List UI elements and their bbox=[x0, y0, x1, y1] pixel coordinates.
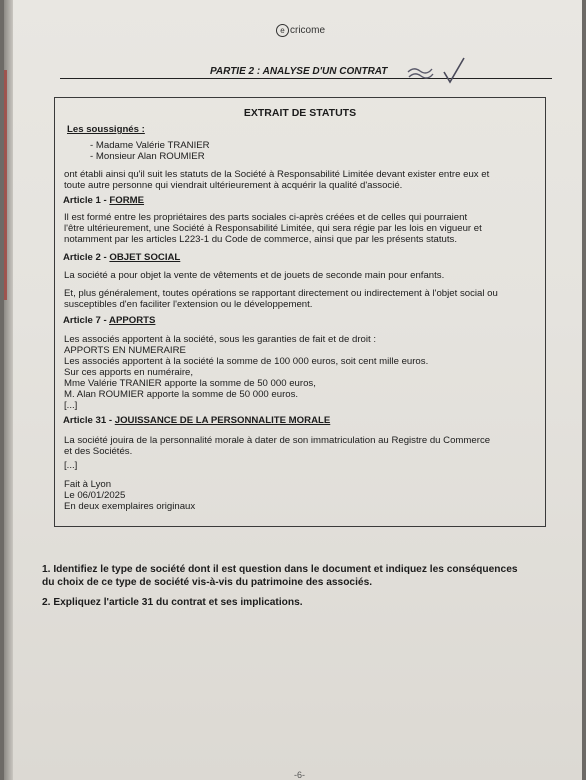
article-name: APPORTS bbox=[109, 315, 156, 326]
article-number: Article 2 - bbox=[63, 252, 110, 263]
question-1-line: 1. Identifiez le type de société dont il est question dans le document et indiquez les conséquences bbox=[42, 564, 518, 575]
handwritten-check-mark bbox=[406, 56, 470, 84]
article-7-line: [...] bbox=[64, 400, 78, 411]
article-number: Article 1 - bbox=[63, 195, 110, 206]
article-1-line: notamment par les articles L223-1 du Code de commerce, ainsi que par les présents statuts. bbox=[64, 234, 458, 245]
statutes-extract-box bbox=[54, 97, 546, 527]
article-31-line: La société jouira de la personnalité morale à dater de son immatriculation au Registre du Commerce bbox=[64, 435, 491, 446]
article-number: Article 31 - bbox=[63, 415, 115, 426]
article-number: Article 7 - bbox=[63, 315, 110, 326]
article-2-line: Et, plus généralement, toutes opérations se rapportant directement ou indirectement à l'objet social ou bbox=[64, 288, 498, 299]
article-name: OBJET SOCIAL bbox=[109, 252, 181, 263]
title-underline bbox=[60, 78, 552, 79]
article-7-line: Les associés apportent à la société, sous les garanties de fait et de droit : bbox=[64, 334, 376, 345]
intro-line: toute autre personne qui viendrait ultérieurement à acquérir la qualité d'associé. bbox=[64, 180, 403, 191]
article-7-line: Mme Valérie TRANIER apporte la somme de 50 000 euros, bbox=[64, 378, 316, 389]
part-title: PARTIE 2 : ANALYSE D'UN CONTRAT bbox=[210, 66, 388, 77]
article-1-line: l'être ultérieurement, une Société à Responsabilité Limitée, qui sera régie par les lois en vigueur et bbox=[64, 223, 482, 234]
article-7-line: APPORTS EN NUMERAIRE bbox=[64, 345, 186, 356]
closing-line: Le 06/01/2025 bbox=[64, 490, 126, 501]
article-31-line: et des Sociétés. bbox=[64, 446, 133, 457]
question-1-line: du choix de ce type de société vis-à-vis du patrimoine des associés. bbox=[42, 577, 373, 588]
article-2-heading bbox=[63, 252, 180, 263]
article-1-heading bbox=[63, 195, 144, 206]
page-number: -6- bbox=[294, 770, 305, 780]
document-page bbox=[4, 0, 582, 780]
cover-edge bbox=[4, 70, 7, 300]
signatory-item: - Monsieur Alan ROUMIER bbox=[90, 151, 205, 162]
article-7-line: Sur ces apports en numéraire, bbox=[64, 367, 194, 378]
brand-logo bbox=[276, 24, 325, 37]
signatory-item: - Madame Valérie TRANIER bbox=[90, 140, 210, 151]
article-31-heading bbox=[63, 415, 330, 426]
article-31-line: [...] bbox=[64, 460, 78, 471]
closing-line: En deux exemplaires originaux bbox=[64, 501, 196, 512]
article-2-line: La société a pour objet la vente de vêtements et de jouets de seconde main pour enfants. bbox=[64, 270, 445, 281]
intro-line: ont établi ainsi qu'il suit les statuts de la Société à Responsabilité Limitée devant exister entre eux et bbox=[64, 169, 490, 180]
soussignes-heading: Les soussignés : bbox=[67, 124, 145, 135]
article-2-line: susceptibles d'en faciliter l'extension ou le développement. bbox=[64, 299, 313, 310]
closing-line: Fait à Lyon bbox=[64, 479, 112, 490]
article-7-heading bbox=[63, 315, 155, 326]
article-name: FORME bbox=[109, 195, 145, 206]
question-2: 2. Expliquez l'article 31 du contrat et ses implications. bbox=[42, 597, 303, 608]
article-1-line: Il est formé entre les propriétaires des parts sociales ci-après créées et de celles qui pourraient bbox=[64, 212, 468, 223]
brand-e-icon: e bbox=[276, 24, 289, 37]
article-name: JOUISSANCE DE LA PERSONNALITE MORALE bbox=[114, 415, 331, 426]
article-7-line: M. Alan ROUMIER apporte la somme de 50 000 euros. bbox=[64, 389, 299, 400]
extract-title: EXTRAIT DE STATUTS bbox=[243, 107, 357, 119]
brand-name: cricome bbox=[290, 25, 326, 36]
article-7-line: Les associés apportent à la société la somme de 100 000 euros, soit cent mille euros. bbox=[64, 356, 429, 367]
